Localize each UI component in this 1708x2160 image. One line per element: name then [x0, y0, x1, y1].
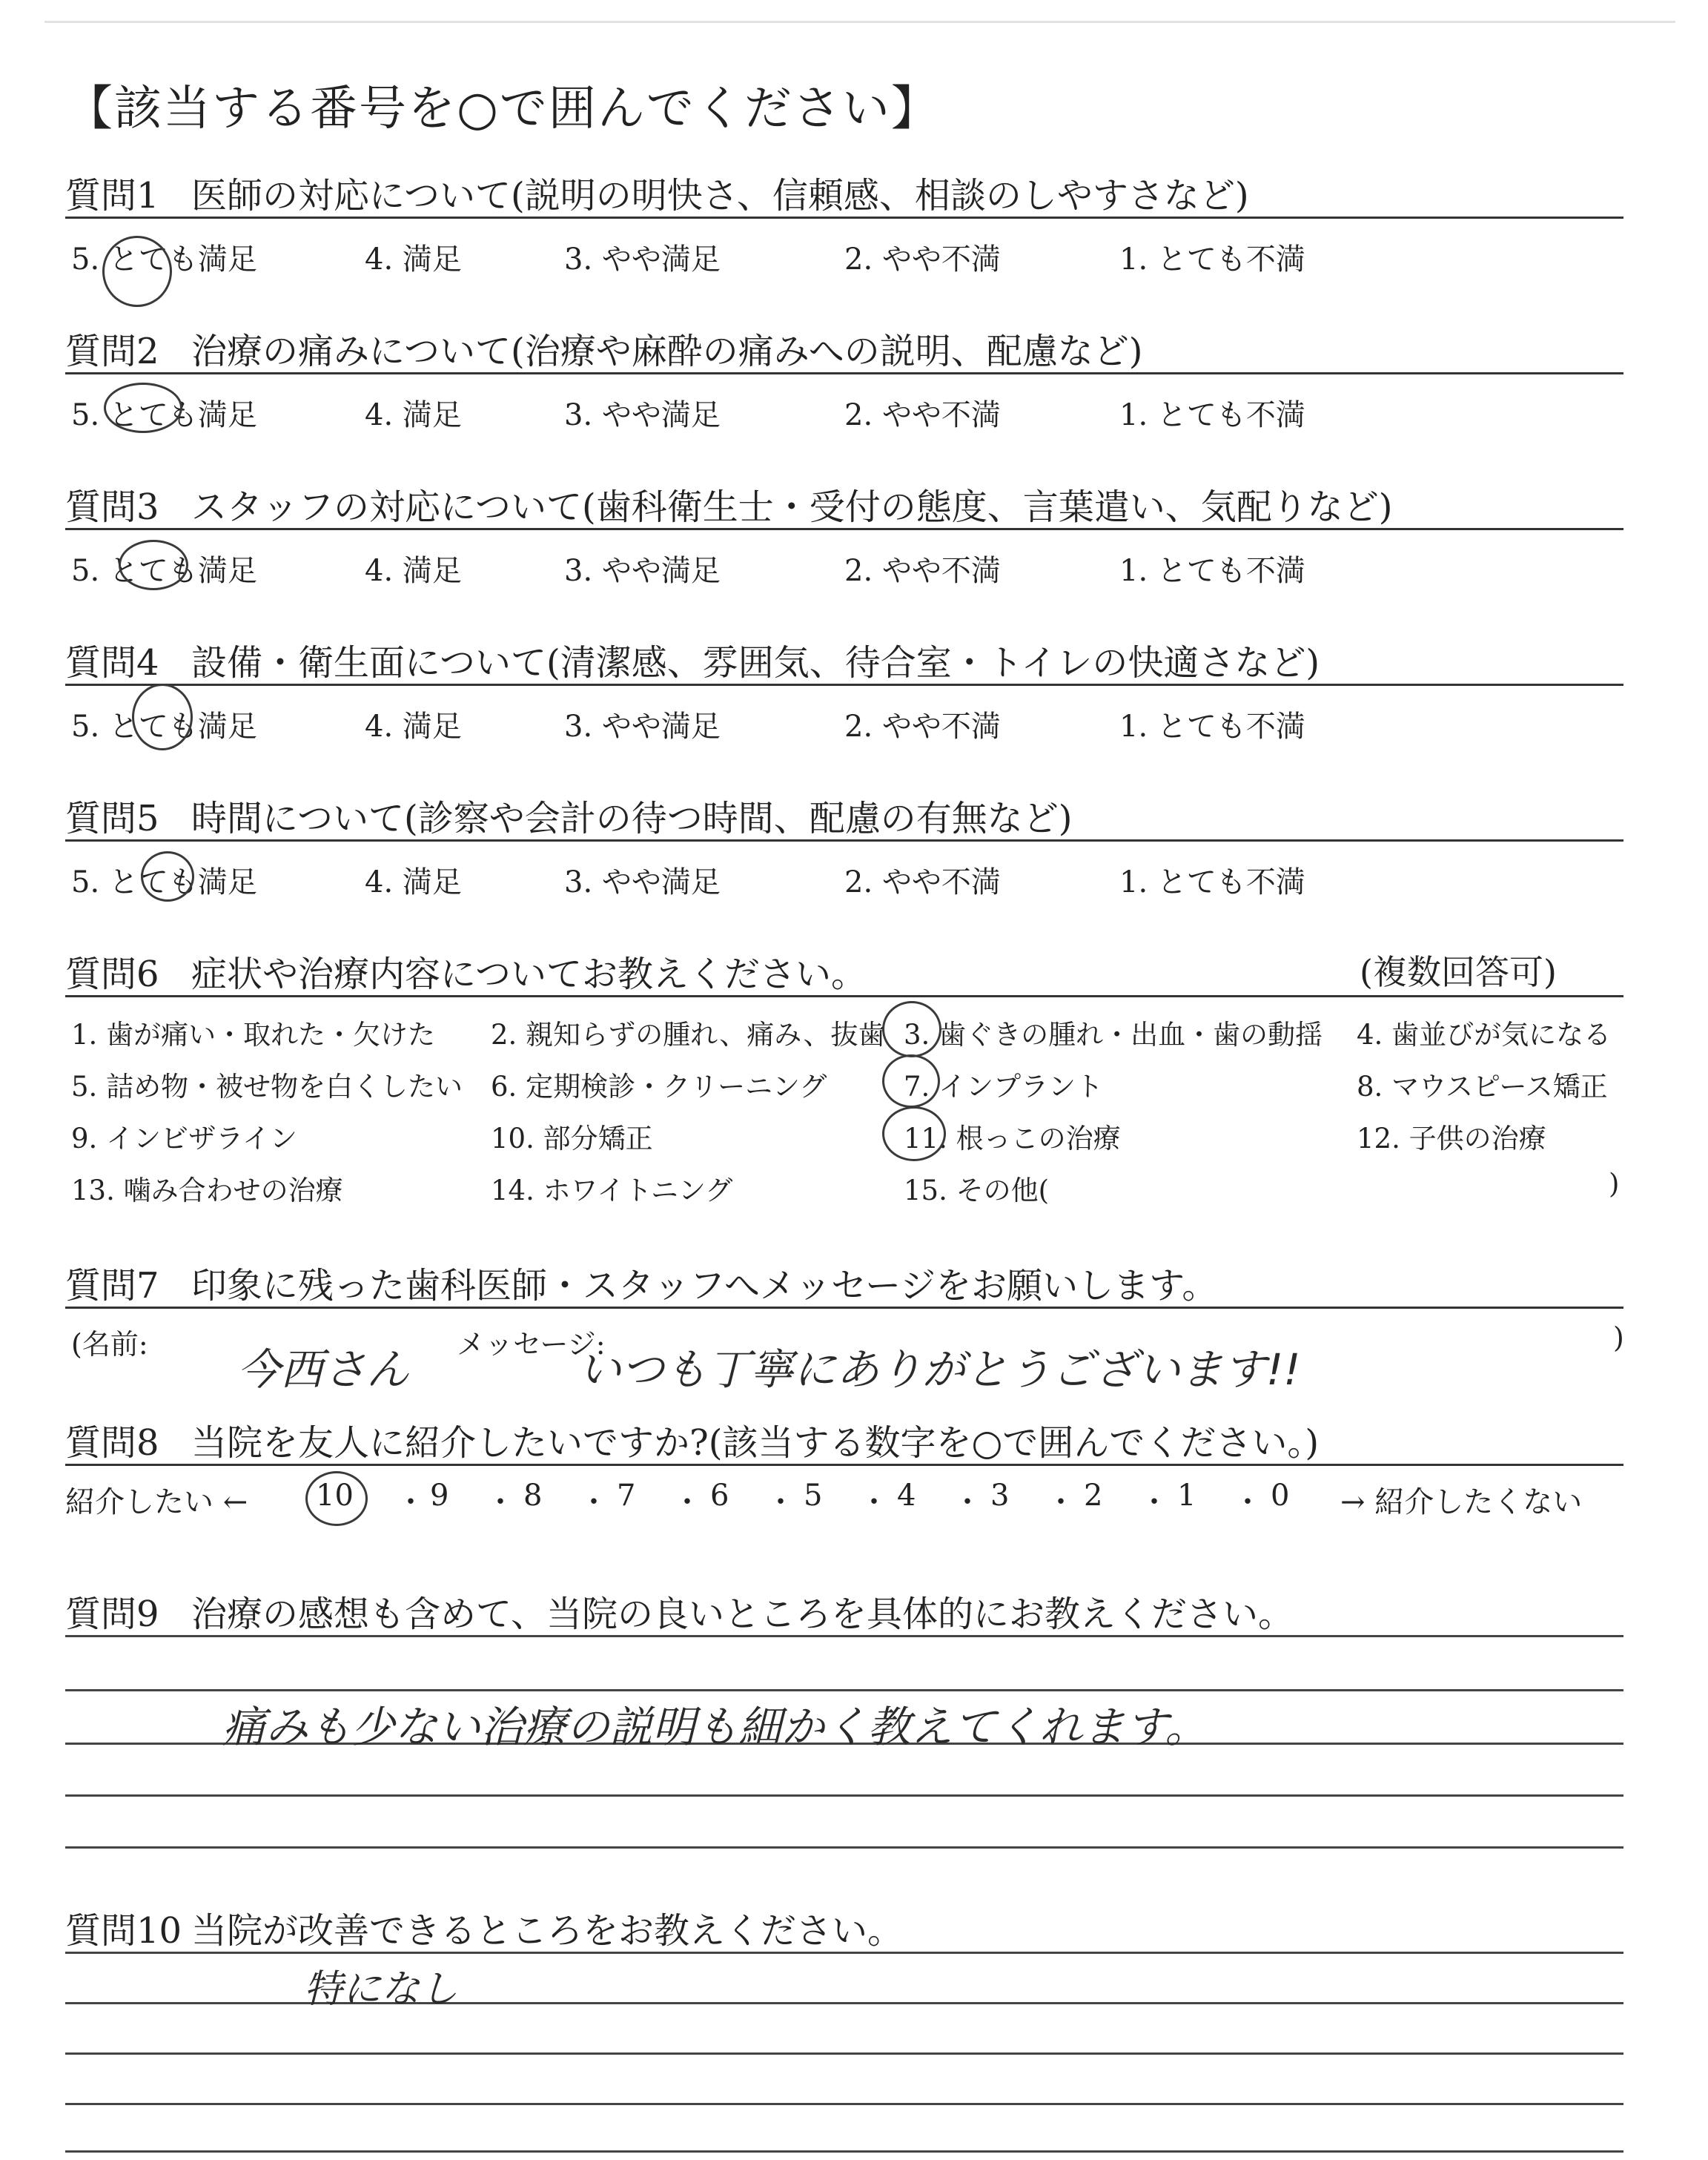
question-text: 治療の感想も含めて、当院の良いところを具体的にお教えください。: [191, 1593, 1294, 1635]
option[interactable]: 3. 歯ぐきの腫れ・出血・歯の動揺: [904, 1019, 1323, 1051]
score-5[interactable]: 5: [804, 1479, 823, 1513]
answer-line: [65, 2002, 1623, 2004]
question-number: 質問10: [65, 1910, 182, 1952]
option-1[interactable]: 1. とても不満: [1119, 710, 1305, 744]
score-1[interactable]: 1: [1177, 1479, 1196, 1513]
question-7: [65, 1257, 1217, 1308]
option[interactable]: 10. 部分矯正: [491, 1123, 653, 1155]
q9-answer-handwritten: 痛みも少ない治療の説明も細かく教えてくれます。: [222, 1702, 1208, 1752]
selection-circle: [882, 1106, 946, 1161]
dot: ・: [1233, 1485, 1262, 1519]
question-9: [65, 1585, 1294, 1636]
option-5[interactable]: 5. とても満足: [71, 865, 257, 899]
answer-line: [65, 1689, 1623, 1691]
selection-circle: [882, 1054, 940, 1108]
recommend-right-label: → 紹介したくない: [1340, 1485, 1583, 1519]
option-4[interactable]: 4. 満足: [365, 242, 462, 277]
recommend-left-label: 紹介したい ←: [65, 1485, 248, 1519]
selection-circle: [119, 540, 188, 590]
option-5[interactable]: 5. とても満足: [71, 710, 257, 744]
option[interactable]: 13. 噛み合わせの治療: [71, 1175, 343, 1206]
name-label: (名前:: [71, 1328, 148, 1361]
selection-circle: [102, 236, 172, 307]
question-text: 症状や治療内容についてお教えください。: [191, 954, 867, 995]
question-5: [65, 790, 1073, 841]
question-text: 設備・衛生面について(清潔感、雰囲気、待合室・トイレの快適さなど): [191, 642, 1320, 684]
answer-line: [65, 1635, 1623, 1637]
score-10[interactable]: 10: [316, 1479, 354, 1513]
option-4[interactable]: 4. 満足: [365, 710, 462, 744]
option-4[interactable]: 4. 満足: [365, 865, 462, 899]
question-number: 質問7: [65, 1265, 159, 1307]
message-handwritten: いつも丁寧にありがとうございます!!: [578, 1344, 1301, 1395]
option-4[interactable]: 4. 満足: [365, 554, 462, 588]
other-close-paren: ): [1609, 1168, 1620, 1200]
score-3[interactable]: 3: [990, 1479, 1010, 1513]
option[interactable]: 15. その他(: [904, 1175, 1050, 1206]
selection-circle: [104, 383, 182, 433]
answer-line: [65, 1794, 1623, 1797]
answer-line: [65, 2150, 1623, 2153]
dot: ・: [1139, 1485, 1169, 1519]
option[interactable]: 9. インビザライン: [71, 1123, 297, 1155]
divider: [65, 839, 1623, 842]
dot: ・: [859, 1485, 889, 1519]
option-5[interactable]: 5. とても満足: [71, 554, 257, 588]
question-1: [65, 167, 1249, 218]
score-0[interactable]: 0: [1271, 1479, 1290, 1513]
option-1[interactable]: 1. とても不満: [1119, 398, 1305, 432]
question-text: スタッフの対応について(歯科衛生士・受付の態度、言葉遣い、気配りなど): [191, 486, 1393, 528]
divider: [65, 1307, 1623, 1309]
score-4[interactable]: 4: [897, 1479, 916, 1513]
option-2[interactable]: 2. やや不満: [844, 398, 1001, 432]
question-10: [65, 1902, 903, 1953]
question-number: 質問3: [65, 486, 159, 528]
option-5[interactable]: 5. とても満足: [71, 242, 257, 277]
option-3[interactable]: 3. やや満足: [564, 710, 721, 744]
option-4[interactable]: 4. 満足: [365, 398, 462, 432]
answer-line: [65, 1846, 1623, 1849]
question-text: 治療の痛みについて(治療や麻酔の痛みへの説明、配慮など): [191, 331, 1143, 372]
score-2[interactable]: 2: [1084, 1479, 1103, 1513]
multiple-answer-note: (複数回答可): [1360, 952, 1557, 992]
question-number: 質問9: [65, 1593, 159, 1635]
divider: [65, 995, 1623, 997]
option-3[interactable]: 3. やや満足: [564, 865, 721, 899]
option[interactable]: 8. マウスピース矯正: [1357, 1071, 1608, 1103]
question-3: [65, 478, 1393, 529]
option-3[interactable]: 3. やや満足: [564, 398, 721, 432]
option-1[interactable]: 1. とても不満: [1119, 554, 1305, 588]
selection-circle: [882, 1001, 941, 1057]
question-text: 時間について(診察や会計の待つ時間、配慮の有無など): [191, 798, 1073, 839]
dot: ・: [1046, 1485, 1076, 1519]
question-2: [65, 323, 1143, 374]
question-6: [65, 945, 867, 997]
score-7[interactable]: 7: [617, 1479, 636, 1513]
question-text: 印象に残った歯科医師・スタッフへメッセージをお願いします。: [191, 1265, 1218, 1307]
option-2[interactable]: 2. やや不満: [844, 710, 1001, 744]
selection-circle: [141, 851, 194, 902]
message-label: メッセージ:: [457, 1328, 606, 1361]
option-3[interactable]: 3. やや満足: [564, 242, 721, 277]
option-1[interactable]: 1. とても不満: [1119, 865, 1305, 899]
divider: [65, 528, 1623, 530]
question-number: 質問8: [65, 1422, 159, 1464]
question-8: [65, 1414, 1319, 1465]
dot: ・: [396, 1485, 426, 1519]
option[interactable]: 2. 親知らずの腫れ、痛み、抜歯: [491, 1019, 886, 1051]
dot: ・: [766, 1485, 795, 1519]
question-4: [65, 634, 1320, 685]
question-number: 質問2: [65, 331, 159, 372]
divider: [65, 684, 1623, 686]
score-8[interactable]: 8: [523, 1479, 543, 1513]
score-6[interactable]: 6: [710, 1479, 729, 1513]
question-number: 質問5: [65, 798, 159, 839]
divider: [65, 372, 1623, 374]
selection-circle: [305, 1471, 368, 1526]
option[interactable]: 11. 根っこの治療: [904, 1123, 1121, 1155]
option-2[interactable]: 2. やや不満: [844, 865, 1001, 899]
option-3[interactable]: 3. やや満足: [564, 554, 721, 588]
q10-answer-handwritten: 特になし: [304, 1967, 459, 2012]
option-5[interactable]: 5. とても満足: [71, 398, 257, 432]
option[interactable]: 7. インプラント: [904, 1071, 1104, 1103]
divider: [65, 217, 1623, 219]
option[interactable]: 4. 歯並びが気になる: [1357, 1019, 1612, 1051]
question-text: 医師の対応について(説明の明快さ、信頼感、相談のしやすさなど): [191, 175, 1249, 217]
option-1[interactable]: 1. とても不満: [1119, 242, 1305, 277]
option[interactable]: 5. 詰め物・被せ物を白くしたい: [71, 1071, 463, 1103]
score-9[interactable]: 9: [430, 1479, 449, 1513]
question-text: 当院が改善できるところをお教えください。: [191, 1910, 904, 1952]
dot: ・: [486, 1485, 515, 1519]
form-title: 【該当する番号を○で囲んでください】: [65, 82, 940, 136]
staff-name-handwritten: 今西さん: [237, 1344, 410, 1395]
question-text: 当院を友人に紹介したいですか?(該当する数字を○で囲んでください。): [191, 1422, 1320, 1464]
option[interactable]: 12. 子供の治療: [1357, 1123, 1546, 1155]
question-number: 質問6: [65, 954, 159, 995]
option[interactable]: 6. 定期検診・クリーニング: [491, 1071, 827, 1103]
dot: ・: [672, 1485, 702, 1519]
divider: [65, 1464, 1623, 1466]
question-number: 質問4: [65, 642, 159, 684]
question-number: 質問1: [65, 175, 159, 217]
answer-line: [65, 2103, 1623, 2105]
option[interactable]: 1. 歯が痛い・取れた・欠けた: [71, 1019, 436, 1051]
option-2[interactable]: 2. やや不満: [844, 242, 1001, 277]
top-edge-line: [44, 21, 1675, 23]
answer-line: [65, 2052, 1623, 2055]
answer-line: [65, 1952, 1623, 1954]
close-paren: ): [1613, 1321, 1624, 1354]
dot: ・: [953, 1485, 982, 1519]
option-2[interactable]: 2. やや不満: [844, 554, 1001, 588]
option[interactable]: 14. ホワイトニング: [491, 1175, 733, 1206]
dot: ・: [579, 1485, 609, 1519]
selection-circle: [132, 684, 193, 750]
